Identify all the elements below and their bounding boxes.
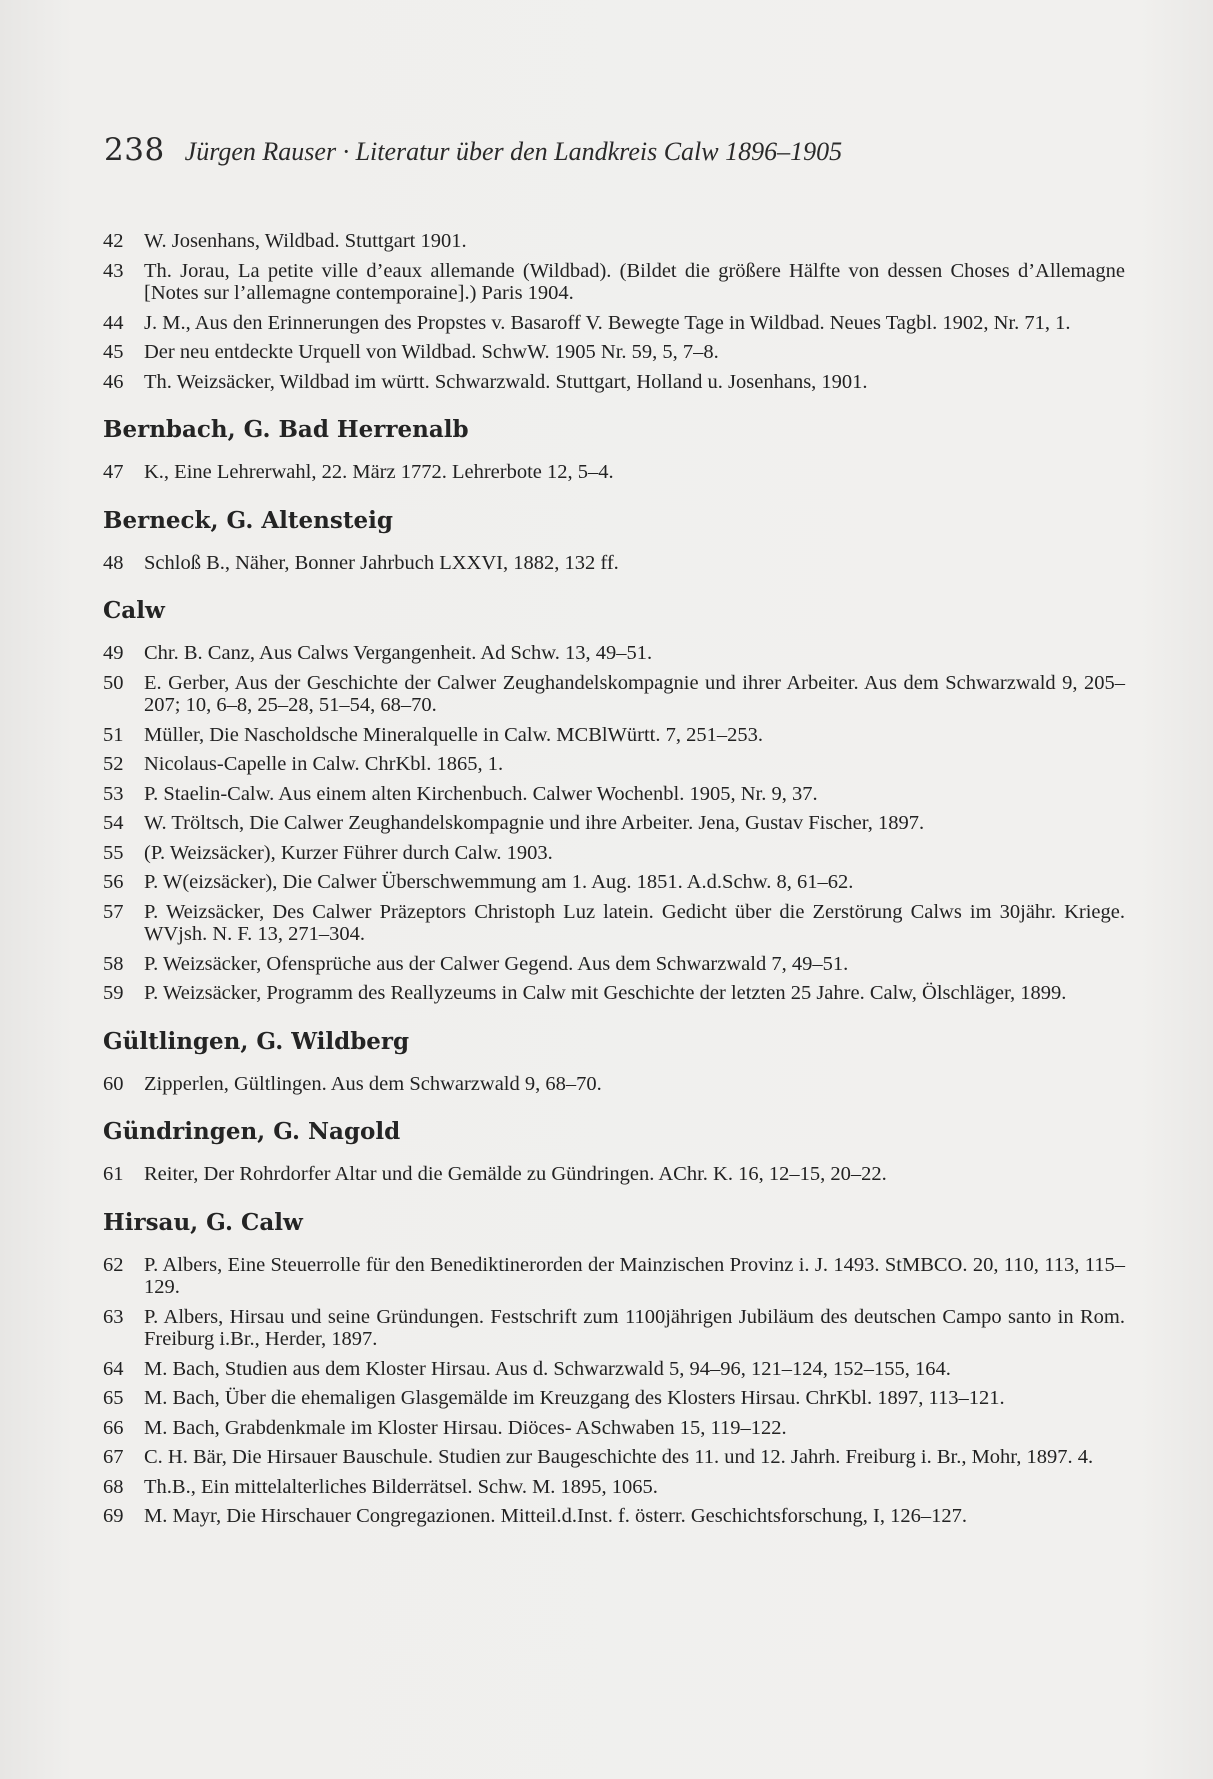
entry-text: C. H. Bär, Die Hirsauer Bauschule. Studien zur Baugeschichte des 11. und 12. Jahrh. Freiburg i. Br., Mohr, 1897. 4. [144, 1446, 1094, 1468]
entry [103, 672, 1125, 717]
entry-number: 64 [103, 1357, 124, 1380]
entry [103, 1476, 1125, 1499]
entry-text: P. Weizsäcker, Des Calwer Präzeptors Christoph Luz latein. Gedicht über die Zerstörung Calws im 30jähr. Kriege. WVjsh. N. F. 13, 271–304. [144, 900, 1125, 945]
entry-number: 58 [103, 952, 124, 975]
entry [103, 842, 1125, 865]
running-title: Jürgen Rauser · Literatur über den Landkreis Calw 1896–1905 [184, 137, 843, 166]
entry-number: 42 [103, 230, 124, 252]
entry-text: K., Eine Lehrerwahl, 22. März 1772. Lehrerbote 12, 5–4. [144, 461, 614, 483]
entry-text: W. Tröltsch, Die Calwer Zeughandelskompagnie und ihre Arbeiter. Jena, Gustav Fischer, 1897. [144, 812, 925, 834]
entry [103, 230, 1125, 253]
entry [103, 1073, 1125, 1096]
entry-text: P. Albers, Eine Steuerrolle für den Benediktinerorden der Mainzischen Provinz i. J. 1493. StMBCO. 20, 110, 113, 115–129. [144, 1253, 1125, 1298]
page-number: 238 [104, 132, 165, 168]
entry-text: M. Bach, Grabdenkmale im Kloster Hirsau. Diöces- ASchwaben 15, 119–122. [144, 1416, 787, 1439]
entry [103, 1446, 1125, 1469]
entry [103, 1417, 1125, 1440]
entry-text: Müller, Die Nascholdsche Mineralquelle in Calw. MCBlWürtt. 7, 251–253. [144, 723, 764, 746]
entry-number: 65 [103, 1387, 124, 1409]
entry-text: Th.B., Ein mittelalterliches Bilderrätsel. Schw. M. 1895, 1065. [144, 1475, 658, 1498]
entry [103, 1163, 1125, 1186]
entry-text: Th. Weizsäcker, Wildbad im württ. Schwarzwald. Stuttgart, Holland u. Josenhans, 1901. [144, 370, 868, 393]
section-heading: Calw [103, 597, 165, 624]
entry-number: 54 [103, 812, 124, 834]
entry-number: 47 [103, 461, 124, 483]
section-heading: Gündringen, G. Nagold [103, 1118, 401, 1145]
section-gueltlingen [103, 1027, 1125, 1096]
entry-number: 63 [103, 1305, 124, 1328]
entry-text: (P. Weizsäcker), Kurzer Führer durch Calw. 1903. [144, 841, 553, 864]
entry-text: M. Bach, Über die ehemaligen Glasgemälde im Kreuzgang des Klosters Hirsau. ChrKbl. 1897, 113–121. [144, 1387, 1005, 1409]
entry [103, 260, 1125, 305]
entry [103, 1254, 1125, 1299]
entry [103, 871, 1125, 894]
entry-number: 44 [103, 311, 124, 334]
entry-number: 49 [103, 642, 124, 664]
entry-number: 46 [103, 370, 124, 393]
entry-number: 45 [103, 341, 124, 363]
entry-text: P. Weizsäcker, Ofensprüche aus der Calwer Gegend. Aus dem Schwarzwald 7, 49–51. [144, 952, 849, 975]
entry-number: 48 [103, 551, 124, 574]
entry-text: P. Staelin-Calw. Aus einem alten Kirchenbuch. Calwer Wochenbl. 1905, Nr. 9, 37. [144, 782, 818, 805]
section-heading: Hirsau, G. Calw [103, 1208, 303, 1236]
entry [103, 953, 1125, 976]
entry [103, 341, 1125, 364]
entry-text: M. Mayr, Die Hirschauer Congregazionen. Mitteil.d.Inst. f. österr. Geschichtsforschung, I, 126–127. [144, 1505, 967, 1527]
entry-text: Der neu entdeckte Urquell von Wildbad. SchwW. 1905 Nr. 59, 5, 7–8. [144, 341, 719, 363]
bibliography-list [103, 230, 1125, 1535]
entry-text: M. Bach, Studien aus dem Kloster Hirsau. Aus d. Schwarzwald 5, 94–96, 121–124, 152–155, 164. [144, 1357, 951, 1380]
entry [103, 812, 1125, 835]
entry [103, 1306, 1125, 1351]
entry-text: Nicolaus-Capelle in Calw. ChrKbl. 1865, 1. [144, 753, 504, 775]
entry-text: Chr. B. Canz, Aus Calws Vergangenheit. Ad Schw. 13, 49–51. [144, 642, 653, 664]
entry-text: Th. Jorau, La petite ville d’eaux allemande (Wildbad). (Bildet die größere Hälfte von dessen Choses d’Allemagne [Notes sur l’allemagne contemporaine].) Paris 1904. [144, 259, 1125, 304]
entry [103, 461, 1125, 484]
entry [103, 753, 1125, 776]
entry-number: 52 [103, 753, 124, 775]
entry-number: 57 [103, 900, 124, 923]
section-berneck [103, 506, 1125, 575]
section-heading: Bernbach, G. Bad Herrenalb [103, 416, 469, 443]
section-hirsau [103, 1208, 1125, 1528]
entry-number: 60 [103, 1072, 124, 1095]
section-heading: Berneck, G. Altensteig [103, 506, 393, 534]
entry-number: 53 [103, 782, 124, 805]
entry-text: W. Josenhans, Wildbad. Stuttgart 1901. [144, 230, 467, 252]
entry-text: P. Weizsäcker, Programm des Reallyzeums in Calw mit Geschichte der letzten 25 Jahre. Calw, Ölschläger, 1899. [144, 982, 1067, 1004]
entry-text: Reiter, Der Rohrdorfer Altar und die Gemälde zu Gündringen. AChr. K. 16, 12–15, 20–22. [144, 1163, 887, 1185]
entry [103, 783, 1125, 806]
entry-text: Zipperlen, Gültlingen. Aus dem Schwarzwald 9, 68–70. [144, 1072, 602, 1095]
section-guendringen [103, 1117, 1125, 1186]
running-head [104, 132, 1124, 168]
entry [103, 1387, 1125, 1410]
entry-number: 68 [103, 1475, 124, 1498]
entry [103, 1505, 1125, 1528]
entry-number: 56 [103, 871, 124, 893]
entry-number: 59 [103, 982, 124, 1004]
entry-number: 51 [103, 723, 124, 746]
entry-number: 55 [103, 841, 124, 864]
entry [103, 552, 1125, 575]
entry [103, 642, 1125, 665]
entry-text: Schloß B., Näher, Bonner Jahrbuch LXXVI, 1882, 132 ff. [144, 551, 619, 574]
entry-number: 69 [103, 1505, 124, 1527]
entry-number: 67 [103, 1446, 124, 1468]
entry-text: J. M., Aus den Erinnerungen des Propstes v. Basaroff V. Bewegte Tage in Wildbad. Neues Tagbl. 1902, Nr. 71, 1. [144, 311, 1071, 334]
section-heading: Gültlingen, G. Wildberg [103, 1027, 410, 1055]
entry-text: E. Gerber, Aus der Geschichte der Calwer Zeughandelskompagnie und ihrer Arbeiter. Aus dem Schwarzwald 9, 205–207; 10, 6–8, 25–28, 51–54, 68–70. [144, 671, 1125, 716]
section-bernbach [103, 415, 1125, 484]
entry-number: 50 [103, 671, 124, 694]
section-calw [103, 596, 1125, 1005]
entry-text: P. Albers, Hirsau und seine Gründungen. Festschrift zum 1100jährigen Jubiläum des deutschen Campo santo in Rom. Freiburg i.Br., Herder, 1897. [144, 1305, 1125, 1350]
entry-number: 62 [103, 1253, 124, 1276]
entry [103, 901, 1125, 946]
entry [103, 724, 1125, 747]
entry-number: 61 [103, 1163, 124, 1185]
entry-number: 66 [103, 1416, 124, 1439]
entry [103, 371, 1125, 394]
section-wildbad-continued [103, 230, 1125, 393]
entry [103, 312, 1125, 335]
entry [103, 1358, 1125, 1381]
entry-text: P. W(eizsäcker), Die Calwer Überschwemmung am 1. Aug. 1851. A.d.Schw. 8, 61–62. [144, 871, 854, 893]
entry-number: 43 [103, 259, 124, 282]
entry [103, 982, 1125, 1005]
